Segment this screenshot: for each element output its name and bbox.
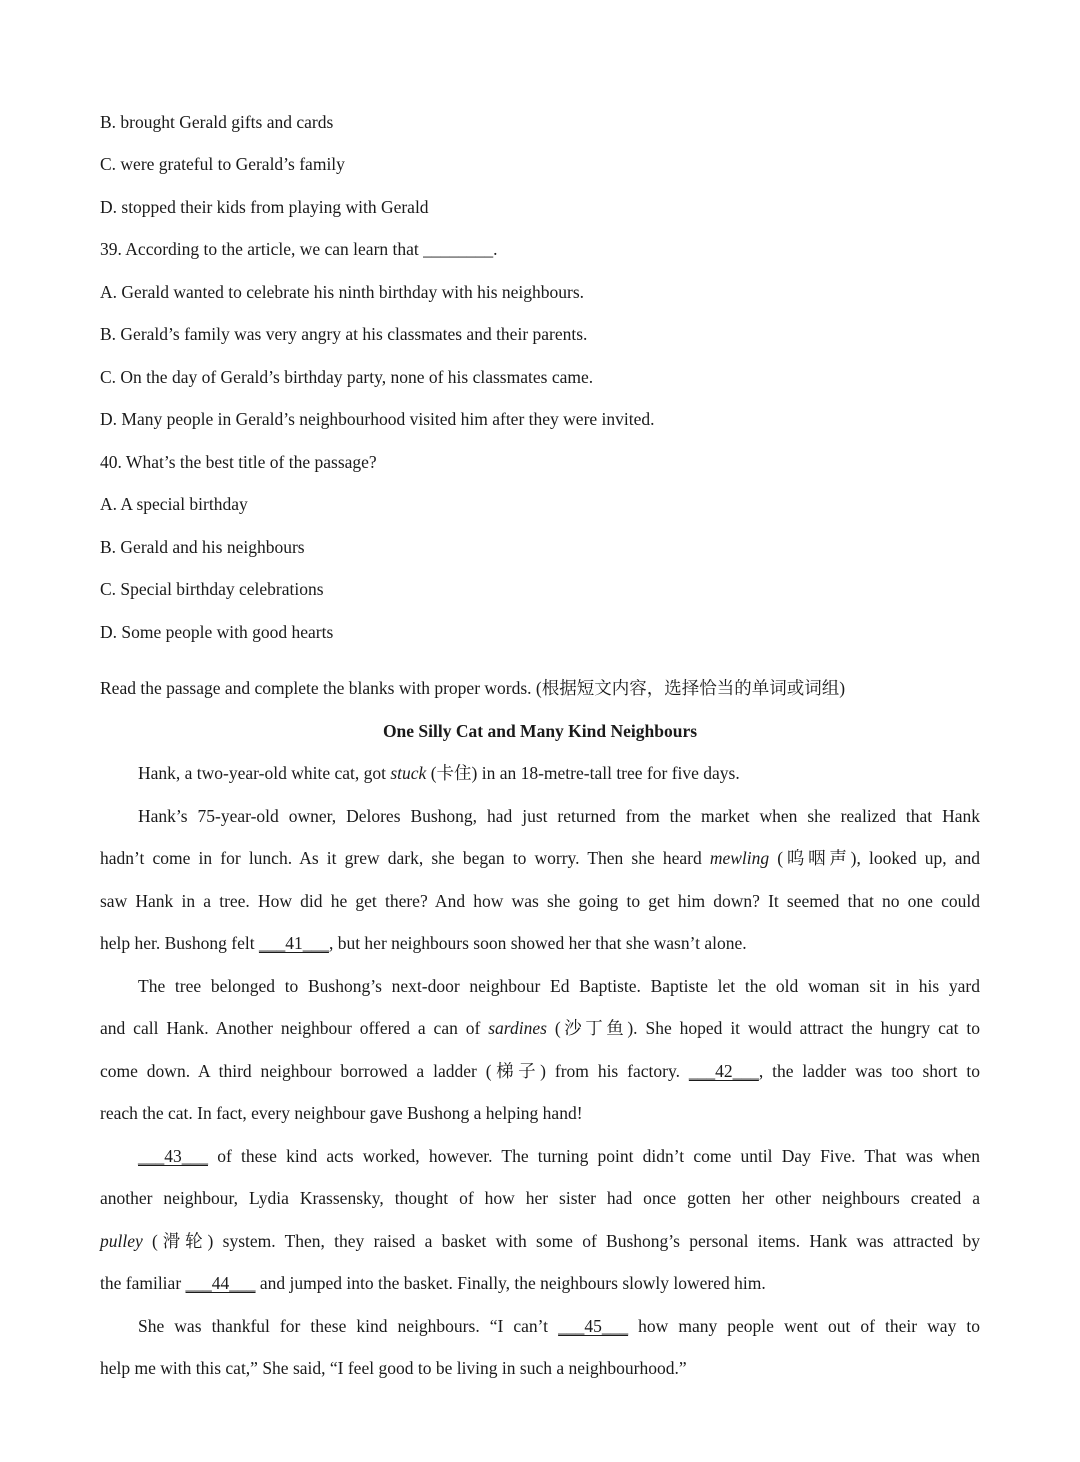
blank-44[interactable]: ___44___ [185,1273,256,1293]
q40-question: 40. What’s the best title of the passage? [100,452,377,472]
q39-option-a: A. Gerald wanted to celebrate his ninth birthday with his neighbours. [100,282,585,302]
q40-option-d: D. Some people with good hearts [100,622,334,642]
q38-option-c: C. were grateful to Gerald’s family [100,154,345,174]
paragraph-4-line-2: another neighbour, Lydia Krassensky, thought of how her sister had once gotten her other neighbours created a [100,1188,980,1208]
q39-option-b: B. Gerald’s family was very angry at his classmates and their parents. [100,324,588,344]
q40-option-a: A. A special birthday [100,494,248,514]
q39-option-c: C. On the day of Gerald’s birthday party, none of his classmates came. [100,367,594,387]
q38-option-b: B. brought Gerald gifts and cards [100,112,334,132]
paragraph-3-line-1: The tree belonged to Bushong’s next-door neighbour Ed Baptiste. Baptiste let the old woman sit in his yard [138,976,980,996]
blank-43[interactable]: ___43___ [138,1146,208,1166]
paragraph-4-line-4: the familiar ___44___ and jumped into the basket. Finally, the neighbours slowly lowered him. [100,1273,766,1293]
blank-41[interactable]: ___41___ [258,933,329,953]
blank-42[interactable]: ___42___ [688,1061,759,1081]
paragraph-5-line-2: help me with this cat,” She said, “I feel good to be living in such a neighbourhood.” [100,1358,687,1378]
paragraph-3-line-3: come down. A third neighbour borrowed a ladder (梯子) from his factory. ___42___, the ladder was too short to [100,1061,980,1081]
q39-question: 39. According to the article, we can learn that ________. [100,239,498,259]
paragraph-2-line-2: hadn’t come in for lunch. As it grew dark, she began to worry. Then she heard mewling (呜咽声), looked up, and [100,848,980,868]
q38-option-d: D. stopped their kids from playing with Gerald [100,197,429,217]
blank-45[interactable]: ___45___ [558,1316,629,1336]
paragraph-3-line-2: and call Hank. Another neighbour offered a can of sardines (沙丁鱼). She hoped it would attract the hungry cat to [100,1018,980,1038]
q39-option-d: D. Many people in Gerald’s neighbourhood visited him after they were invited. [100,409,655,429]
paragraph-5-line-1: She was thankful for these kind neighbours. “I can’t ___45___ how many people went out of their way to [138,1316,980,1336]
q40-option-b: B. Gerald and his neighbours [100,537,305,557]
passage-title: One Silly Cat and Many Kind Neighbours [382,721,698,741]
paragraph-3-line-4: reach the cat. In fact, every neighbour gave Bushong a helping hand! [100,1103,583,1123]
paragraph-4-line-3: pulley (滑轮) system. Then, they raised a basket with some of Bushong’s personal items. Hank was attracted by [100,1231,980,1251]
paragraph-4-line-1: ___43___ of these kind acts worked, however. The turning point didn’t come until Day Five. That was when [138,1146,980,1166]
q40-option-c: C. Special birthday celebrations [100,579,324,599]
section-instructions: Read the passage and complete the blanks with proper words. (根据短文内容，选择恰当的单词或词组) [100,678,846,698]
paragraph-2-line-4: help her. Bushong felt ___41___, but her neighbours soon showed her that she wasn’t alone. [100,933,747,953]
paragraph-2-line-3: saw Hank in a tree. How did he get there? And how was she going to get him down? It seemed that no one could [100,891,980,911]
paragraph-1: Hank, a two-year-old white cat, got stuck (卡住) in an 18-metre-tall tree for five days. [138,763,740,783]
paragraph-2-line-1: Hank’s 75-year-old owner, Delores Bushong, had just returned from the market when she realized that Hank [138,806,980,826]
